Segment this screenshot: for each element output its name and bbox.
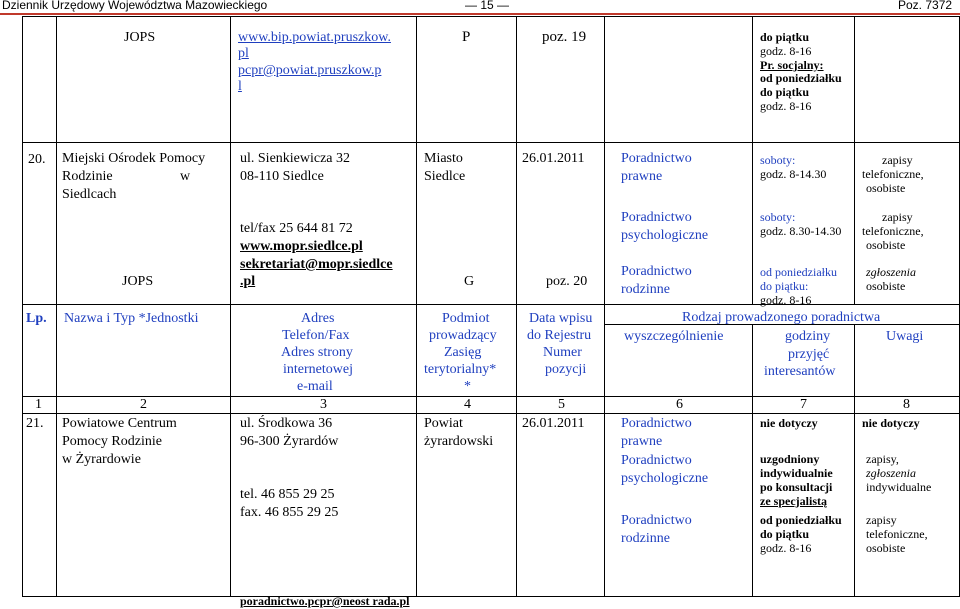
row20-service-1-hours-1: soboty:: [760, 153, 796, 167]
row21-email[interactable]: poradnictwo.pcpr@neost rada.pl: [240, 594, 410, 608]
column-number-6: 6: [676, 397, 683, 412]
top-row-email-1[interactable]: pcpr@powiat.pruszkow.p: [238, 63, 382, 78]
row20-service-3-hours-3: godz. 8-16: [760, 293, 812, 307]
header-registry-1: Data wpisu: [529, 311, 593, 326]
row20-service-3-title-1: Poradnictwo: [621, 264, 692, 279]
row-separator-numbers: [22, 396, 960, 397]
col-border-2: [230, 16, 231, 597]
row20-entry: poz. 20: [546, 274, 588, 289]
page-header: [0, 0, 960, 13]
row20-service-2-title-1: Poradnictwo: [621, 210, 692, 225]
header-address-4: internetowej: [283, 362, 353, 377]
header-address-1: Adres: [301, 311, 335, 326]
row21-service-3-remarks-3: osobiste: [866, 541, 906, 555]
column-number-4: 4: [464, 397, 471, 412]
row20-service-1-remarks-3: osobiste: [866, 181, 906, 195]
col-border-1: [56, 16, 57, 597]
journal-title: Dziennik Urzędowy Województwa Mazowieckiego: [2, 0, 268, 12]
row20-phone: tel/fax 25 644 81 72: [240, 221, 353, 236]
row21-service-3-hours-3: godz. 8-16: [760, 541, 812, 555]
row21-service-3-hours-2: do piątku: [760, 527, 810, 541]
row21-service-2-hours-1: uzgodniony: [760, 452, 820, 466]
position-number: Poz. 7372: [898, 0, 953, 12]
row21-service-1-remarks-1: nie dotyczy: [862, 416, 920, 430]
table-border-bottom: [22, 596, 960, 597]
row20-name-1: Miejski Ośrodek Pomocy: [62, 151, 206, 166]
header-address-5: e-mail: [297, 379, 333, 394]
row20-service-3-remarks-1: zgłoszenia: [866, 265, 917, 279]
top-row-hours-2: godz. 8-16: [760, 44, 812, 58]
row21-service-2-hours-4: ze specjalistą: [760, 494, 827, 508]
row20-service-2-hours-2: godz. 8.30-14.30: [760, 224, 842, 238]
row21-address-2: 96-300 Żyrardów: [240, 434, 339, 449]
row21-service-2-title-2: psychologiczne: [621, 471, 709, 486]
row20-service-2-remarks-1: zapisy: [882, 210, 913, 224]
row21-area-2: żyrardowski: [424, 434, 494, 449]
header-registry-3: Numer: [543, 345, 582, 360]
row20-service-2-title-2: psychologiczne: [621, 228, 709, 243]
row20-service-1-title-2: prawne: [621, 169, 663, 184]
col-border-7-top: [854, 16, 855, 304]
row21-fax: fax. 46 855 29 25: [240, 505, 339, 520]
row21-service-3-title-2: rodzinne: [621, 531, 670, 546]
page-number: — 15 —: [465, 0, 510, 12]
top-row-hours-5: do piątku: [760, 85, 810, 99]
row20-service-1-hours-2: godz. 8-14.30: [760, 167, 827, 181]
col-border-6-bottom: [752, 324, 753, 597]
top-row-hours-4: od poniedziałku: [760, 71, 842, 85]
top-row-entry: poz. 19: [542, 29, 587, 45]
row21-service-2-hours-2: indywidualnie: [760, 466, 833, 480]
top-row-web-2[interactable]: pl: [238, 46, 249, 61]
header-registry-2: do Rejestru: [527, 328, 592, 343]
top-row-hours-3: Pr. socjalny:: [760, 58, 824, 72]
header-divider: [0, 13, 960, 15]
row21-date: 26.01.2011: [522, 416, 585, 431]
row21-lp: 21.: [26, 416, 44, 431]
row20-area-1: Miasto: [424, 151, 463, 166]
row21-service-1-hours-1: nie dotyczy: [760, 416, 818, 430]
header-address-3: Adres strony: [281, 345, 353, 360]
column-number-5: 5: [558, 397, 565, 412]
column-number-3: 3: [320, 397, 327, 412]
header-entity-1: Podmiot: [442, 311, 490, 326]
header-hours-3: interesantów: [764, 364, 836, 379]
row21-service-3-hours-1: od poniedziałku: [760, 513, 842, 527]
header-entity-2: prowadzący: [429, 328, 497, 343]
row20-web[interactable]: www.mopr.siedlce.pl: [240, 239, 363, 254]
row20-service-3-remarks-2: osobiste: [866, 279, 906, 293]
row21-service-3-remarks-1: zapisy: [866, 513, 897, 527]
header-remarks: Uwagi: [886, 329, 924, 344]
row-separator-header: [22, 304, 960, 305]
row20-service-1-remarks-2: telefoniczne,: [862, 167, 924, 181]
row20-name-2a: Rodzinie: [62, 169, 113, 184]
row20-lp: 20.: [28, 152, 46, 167]
row20-date: 26.01.2011: [522, 151, 585, 166]
top-row-type: JOPS: [124, 30, 156, 45]
row21-service-2-hours-3: po konsultacji: [760, 480, 833, 494]
header-entity-5: *: [464, 379, 471, 394]
row20-type: JOPS: [122, 274, 154, 289]
row21-service-2-title-1: Poradnictwo: [621, 453, 692, 468]
row20-service-1-title-1: Poradnictwo: [621, 151, 692, 166]
row-separator-top-row: [22, 142, 960, 143]
row20-service-3-title-2: rodzinne: [621, 282, 670, 297]
header-entity-3: Zasięg: [444, 345, 482, 360]
row20-service-2-remarks-2: telefoniczne,: [862, 224, 924, 238]
col-border-4: [516, 16, 517, 597]
row21-service-1-title-2: prawne: [621, 434, 663, 449]
col-border-5: [604, 16, 605, 597]
row20-address-1: ul. Sienkiewicza 32: [240, 151, 351, 166]
table-border-top: [22, 16, 960, 17]
row21-name-3: w Żyrardowie: [62, 452, 141, 467]
col-border-3: [416, 16, 417, 597]
top-row-email-2[interactable]: l: [238, 79, 242, 94]
row20-service-2-hours-1: soboty:: [760, 210, 796, 224]
header-lp: Lp.: [26, 311, 47, 326]
top-row-web-1[interactable]: www.bip.powiat.pruszkow.: [238, 30, 391, 45]
row20-name-2b: w: [180, 169, 191, 184]
row21-name-1: Powiatowe Centrum: [62, 416, 177, 431]
row21-phone: tel. 46 855 29 25: [240, 487, 335, 502]
col-border-6-top: [752, 16, 753, 304]
row20-name-3: Siedlcach: [62, 187, 117, 202]
row21-service-3-title-1: Poradnictwo: [621, 513, 692, 528]
column-number-8: 8: [903, 397, 910, 412]
column-number-2: 2: [140, 397, 147, 412]
row20-area-2: Siedlce: [424, 169, 466, 184]
row20-service-1-remarks-1: zapisy: [882, 153, 913, 167]
row20-address-2: 08-110 Siedlce: [240, 169, 324, 184]
row20-email-1[interactable]: sekretariat@mopr.siedlce: [240, 257, 393, 272]
header-hours-2: przyjęć: [788, 347, 830, 362]
row21-service-3-remarks-2: telefoniczne,: [866, 527, 928, 541]
col-border-7-bottom: [854, 324, 855, 597]
header-hours-1: godziny: [785, 329, 831, 344]
header-specification: wyszczególnienie: [624, 329, 724, 344]
row21-area-1: Powiat: [424, 416, 463, 431]
row21-service-2-remarks-2: zgłoszenia: [866, 466, 917, 480]
header-registry-4: pozycji: [545, 362, 587, 377]
header-entity-4: terytorialny*: [424, 362, 497, 377]
top-row-hours-6: godz. 8-16: [760, 99, 812, 113]
top-row-scope: P: [462, 29, 471, 45]
row20-service-3-hours-1: od poniedziałku: [760, 265, 837, 279]
row21-service-2-remarks-1: zapisy,: [866, 452, 899, 466]
row-separator-row21: [22, 413, 960, 414]
top-row-hours-1: do piątku: [760, 30, 810, 44]
row21-service-1-title-1: Poradnictwo: [621, 416, 692, 431]
column-number-7: 7: [800, 397, 807, 412]
header-address-2: Telefon/Fax: [282, 328, 350, 343]
row21-name-2: Pomocy Rodzinie: [62, 434, 162, 449]
header-name: Nazwa i Typ *Jednostki: [64, 311, 199, 326]
row20-service-3-hours-2: do piątku:: [760, 279, 809, 293]
row21-address-1: ul. Środkowa 36: [240, 416, 333, 431]
row20-scope: G: [464, 274, 475, 289]
col-border-left: [22, 16, 23, 597]
header-counseling: Rodzaj prowadzonego poradnictwa: [682, 310, 881, 325]
row21-service-2-remarks-3: indywidualne: [866, 480, 932, 494]
column-number-1: 1: [35, 397, 42, 412]
row20-service-2-remarks-3: osobiste: [866, 238, 906, 252]
row20-email-2[interactable]: .pl: [240, 274, 256, 289]
